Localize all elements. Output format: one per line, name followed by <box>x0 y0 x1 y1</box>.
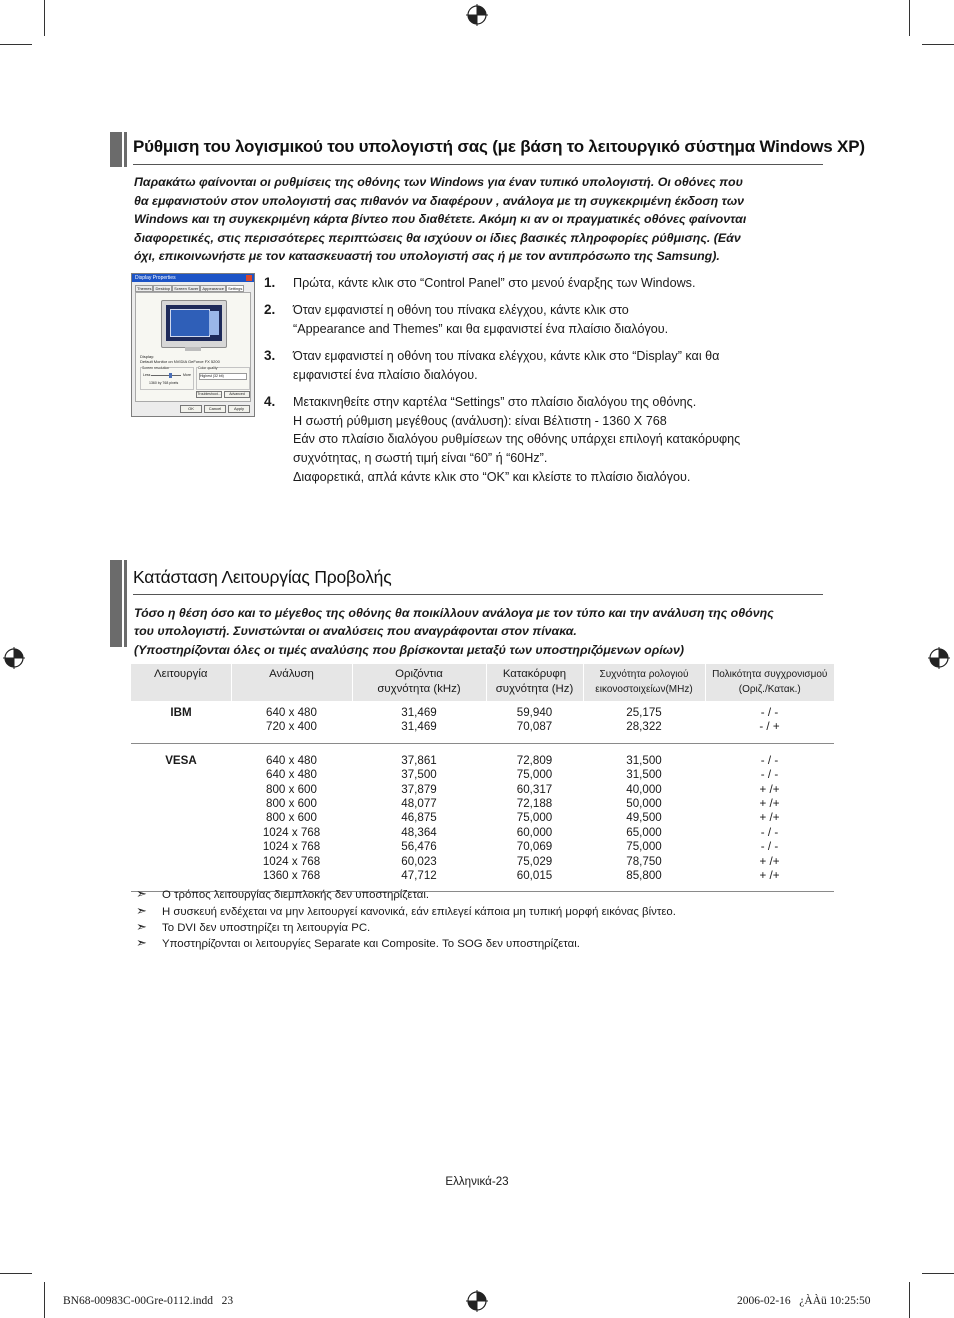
step-line: Πρώτα, κάντε κλικ στο “Control Panel” στο μενού έναρξης των Windows. <box>293 276 696 290</box>
cell-value: + /+ <box>759 797 780 811</box>
arrow-icon: ➣ <box>136 903 147 918</box>
intro-paragraph <box>134 173 824 266</box>
crop-mark <box>0 1273 32 1274</box>
apply-button: Apply <box>228 405 250 413</box>
resolution-label: Screen resolution <box>142 366 170 370</box>
arrow-icon: ➣ <box>136 919 147 934</box>
note-item <box>136 919 370 936</box>
step-text <box>293 393 823 487</box>
column-header: Πολικότητα συγχρονισμού (Οριζ./Κατακ.) <box>705 664 834 701</box>
tab-strip <box>135 285 251 292</box>
intro-line: θα εμφανιστούν στον υπολογιστή σας πιθανόν να διαφέρουν , ανάλογα με τη συγκεκριμένη έκδοση των <box>134 193 745 208</box>
tab-themes: Themes <box>137 286 152 291</box>
intro-line: του υπολογιστή. Συνιστώνται οι αναλύσεις που αναγράφονται στον πίνακα. <box>134 624 577 639</box>
cell-value: 49,500 <box>626 811 662 825</box>
h-freq-cell <box>352 749 486 892</box>
table-header-row <box>131 664 834 701</box>
cell-value: - / + <box>759 720 780 734</box>
note-text: Η συσκευή ενδέχεται να μην λειτουργεί κανονικά, εάν επιλεγεί κάποια μη τυπική μορφή εικόνας βίντεο. <box>162 906 676 918</box>
step-number: 2. <box>264 302 276 317</box>
window-title: Display Properties <box>135 275 176 281</box>
cell-value: + /+ <box>759 782 780 796</box>
cell-value: 640 x 480 <box>266 753 317 767</box>
section-rule <box>133 164 823 165</box>
date-slug: 2006-02-16 ¿ÀÀü 10:25:50 <box>737 1295 871 1307</box>
section-marker <box>124 132 127 167</box>
less-label: Less <box>143 373 151 377</box>
display-label: Display: <box>140 354 155 359</box>
cell-value: 28,322 <box>626 720 662 734</box>
step-line: “Appearance and Themes” και θα εμφανιστεί ένα πλαίσιο διαλόγου. <box>293 321 669 336</box>
troubleshoot-button: Troubleshoot... <box>197 392 221 396</box>
column-header: Λειτουργία <box>131 664 231 701</box>
cell-value: 800 x 600 <box>266 782 317 796</box>
intro-line: Παρακάτω φαίνονται οι ρυθμίσεις της οθόνης των Windows για έναν τυπικό υπολογιστή. Οι οθόνες που <box>134 175 743 189</box>
step-text <box>293 301 823 338</box>
cell-value: + /+ <box>759 854 780 868</box>
page-number: Ελληνικά-23 <box>445 1175 509 1188</box>
polarity-cell <box>705 749 834 892</box>
tab-screen-saver: Screen Saver <box>174 286 199 291</box>
cell-value: 47,712 <box>401 869 437 883</box>
step-number: 4. <box>264 394 276 409</box>
display-modes-table <box>131 664 834 892</box>
step-text <box>293 274 823 293</box>
cell-value: 640 x 480 <box>266 706 317 719</box>
note-text: Το DVI δεν υποστηρίζει τη λειτουργία PC. <box>162 922 371 934</box>
cell-value: 60,317 <box>516 782 553 796</box>
pixel-clock-cell <box>583 749 705 892</box>
cell-value: 37,500 <box>401 768 437 782</box>
cell-value: - / - <box>760 706 779 719</box>
registration-mark-icon <box>466 4 488 26</box>
section-title: Κατάσταση Λειτουργίας Προβολής <box>133 567 392 587</box>
table-row <box>131 701 834 743</box>
resolution-slider <box>151 375 181 376</box>
cell-value: + /+ <box>759 869 780 883</box>
step-line: εμφανιστεί ένα πλαίσιο διαλόγου. <box>293 367 478 382</box>
more-label: More <box>183 373 191 377</box>
cell-value: 37,861 <box>401 753 437 767</box>
cell-value: 1024 x 768 <box>262 854 321 868</box>
cell-value: + /+ <box>759 811 780 825</box>
settings-panel <box>135 292 251 402</box>
cell-value: 50,000 <box>626 797 662 811</box>
intro-line: Τόσο η θέση όσο και το μέγεθος της οθόνης θα ποικίλλουν ανάλογα με τον τύπο και την ανάλυση της οθόνης <box>134 606 774 620</box>
step-line: Η σωστή ρύθμιση μεγέθους (ανάλυση): είναι Βέλτιστη - 1360 X 768 <box>293 413 667 428</box>
ok-button: OK <box>180 405 202 413</box>
crop-mark <box>909 0 910 36</box>
resolution-cell <box>231 701 352 743</box>
cancel-button: Cancel <box>204 405 226 413</box>
cell-value: 640 x 480 <box>266 768 317 782</box>
cell-value: 31,500 <box>626 753 662 767</box>
v-freq-cell <box>486 701 583 743</box>
advanced-button: Advanced <box>224 391 250 398</box>
arrow-icon: ➣ <box>136 886 147 901</box>
intro-line: (Υποστηρίζονται όλες οι τιμές αναλύσης που βρίσκονται μεταξύ των υποστηριζόμενων ορίων) <box>134 642 685 657</box>
close-icon <box>246 275 252 281</box>
registration-mark-icon <box>928 647 950 669</box>
cell-value: 75,029 <box>516 854 553 868</box>
intro-line: όχι, επικοινωνήστε με τον κατασκευαστή του υπολογιστή σας ή με τον αντιπρόσωπο της Samsung). <box>134 249 720 264</box>
cell-value: 75,000 <box>516 768 553 782</box>
cell-value: 1360 x 768 <box>262 869 321 883</box>
crop-mark <box>922 44 954 45</box>
section-title: Ρύθμιση του λογισμικού του υπολογιστή σας (με βάση το λειτουργικό σύστημα Windows XP) <box>133 137 865 156</box>
crop-mark <box>922 1273 954 1274</box>
display-properties-screenshot <box>131 273 255 417</box>
note-text: Ο τρόπος λειτουργίας διεμπλοκής δεν υποστηρίζεται. <box>162 889 430 901</box>
color-quality-label: Color quality <box>198 366 218 370</box>
cell-value: 1024 x 768 <box>262 825 321 839</box>
note-item <box>136 935 580 952</box>
column-header: Οριζόντια συχνότητα (kHz) <box>352 664 486 701</box>
cell-value: 37,879 <box>401 782 437 796</box>
pixel-clock-cell <box>583 701 705 743</box>
display-value: Default Monitor on NVIDIA GeForce FX 5200 <box>140 359 220 364</box>
cell-value: 72,809 <box>516 753 553 767</box>
registration-mark-icon <box>466 1290 488 1312</box>
tab-settings: Settings <box>227 286 243 291</box>
crop-mark <box>909 1282 910 1318</box>
window-title-bar <box>132 274 254 282</box>
step-number: 3. <box>264 348 276 363</box>
arrow-icon: ➣ <box>136 935 147 950</box>
monitor-stand <box>185 347 201 351</box>
cell-value: 72,188 <box>516 797 553 811</box>
file-slug: BN68-00983C-00Gre-0112.indd 23 <box>63 1295 234 1307</box>
resolution-cell <box>231 749 352 892</box>
crop-mark <box>44 0 45 36</box>
section-marker <box>124 560 127 647</box>
crop-mark <box>44 1282 45 1318</box>
tab-desktop: Desktop <box>155 286 171 291</box>
monitor-preview <box>161 300 227 348</box>
cell-value: 70,087 <box>516 720 553 734</box>
slider-thumb <box>169 373 172 378</box>
cell-value: 75,000 <box>516 811 553 825</box>
registration-mark-icon <box>3 647 25 669</box>
monitor-screen <box>166 305 222 341</box>
step-line: Όταν εμφανιστεί η οθόνη του πίνακα ελέγχου, κάντε κλικ στο “Display” και θα <box>293 349 720 363</box>
cell-value: - / - <box>760 840 779 854</box>
step-line: Διαφορετικά, απλά κάντε κλικ στο “OK” και κλείστε το πλαίσιο διαλόγου. <box>293 469 691 484</box>
intro-line: διαφορετικές, στις περισσότερες περιπτώσεις θα ισχύουν οι ίδιες βασικές πληροφορίες ρύθμισης. (Εάν <box>134 230 741 245</box>
crop-mark <box>0 44 32 45</box>
resolution-group <box>140 367 194 390</box>
intro-paragraph <box>134 604 824 659</box>
cell-value: 60,023 <box>401 854 437 868</box>
cell-value: 85,800 <box>626 869 662 883</box>
mode-cell: VESA <box>131 749 231 892</box>
mode-cell: IBM <box>131 701 231 743</box>
column-header: Ανάλυση <box>231 664 352 701</box>
v-freq-cell <box>486 749 583 892</box>
cell-value: 56,476 <box>401 840 437 854</box>
cell-value: 60,015 <box>516 869 553 883</box>
cell-value: 25,175 <box>626 706 662 719</box>
cell-value: 40,000 <box>626 782 662 796</box>
step-text <box>293 347 823 384</box>
table-row <box>131 749 834 892</box>
cell-value: 800 x 600 <box>266 797 317 811</box>
step-number: 1. <box>264 275 276 290</box>
cell-value: 31,469 <box>401 720 437 734</box>
intro-line: Windows και τη συγκεκριμένη κάρτα βίντεο που διαθέτετε. Ακόμη κι αν οι πραγματικές οθόνες φαίνονται <box>134 212 747 227</box>
cell-value: 75,000 <box>626 840 662 854</box>
cell-value: - / - <box>760 825 779 839</box>
cell-value: 48,364 <box>401 825 437 839</box>
cell-value: - / - <box>760 753 779 767</box>
polarity-cell <box>705 701 834 743</box>
note-item <box>136 886 429 903</box>
cell-value: 46,875 <box>401 811 437 825</box>
section-marker <box>110 132 122 167</box>
note-item <box>136 903 676 920</box>
cell-value: 70,069 <box>516 840 553 854</box>
step-line: Μετακινηθείτε στην καρτέλα “Settings” στο πλαίσιο διαλόγου της οθόνης. <box>293 395 697 409</box>
cell-value: 31,469 <box>401 706 437 719</box>
cell-value: 60,000 <box>516 825 553 839</box>
column-header: Κατακόρυφη συχνότητα (Hz) <box>486 664 583 701</box>
cell-value: 78,750 <box>626 854 662 868</box>
section-rule <box>133 594 823 595</box>
cell-value: 48,077 <box>401 797 437 811</box>
cell-value: 800 x 600 <box>266 811 317 825</box>
resolution-value: 1360 by 768 pixels <box>149 381 179 385</box>
section-marker <box>110 560 122 647</box>
cell-value: 1024 x 768 <box>262 840 321 854</box>
tab-appearance: Appearance <box>202 286 224 291</box>
step-line: Όταν εμφανιστεί η οθόνη του πίνακα ελέγχου, κάντε κλικ στο <box>293 303 629 317</box>
cell-value: 65,000 <box>626 825 662 839</box>
step-line: Εάν στο πλαίσιο διαλόγου ρυθμίσεων της οθόνης υπάρχει επιλογή κατακόρυφης <box>293 432 741 447</box>
h-freq-cell <box>352 701 486 743</box>
cell-value: 720 x 400 <box>266 720 317 734</box>
cell-value: 59,940 <box>516 706 553 719</box>
column-header: Συχνότητα ρολογιού εικονοστοιχείων(MHz) <box>583 664 705 701</box>
color-quality-select: Highest (32 bit) <box>199 373 247 380</box>
cell-value: 31,500 <box>626 768 662 782</box>
note-text: Υποστηρίζονται οι λειτουργίες Separate και Composite. Το SOG δεν υποστηρίζεται. <box>162 938 580 950</box>
cell-value: - / - <box>760 768 779 782</box>
color-quality-group <box>196 367 250 390</box>
step-line: συχνότητας, η σωστή τιμή είναι “60” ή “60Hz”. <box>293 451 548 466</box>
